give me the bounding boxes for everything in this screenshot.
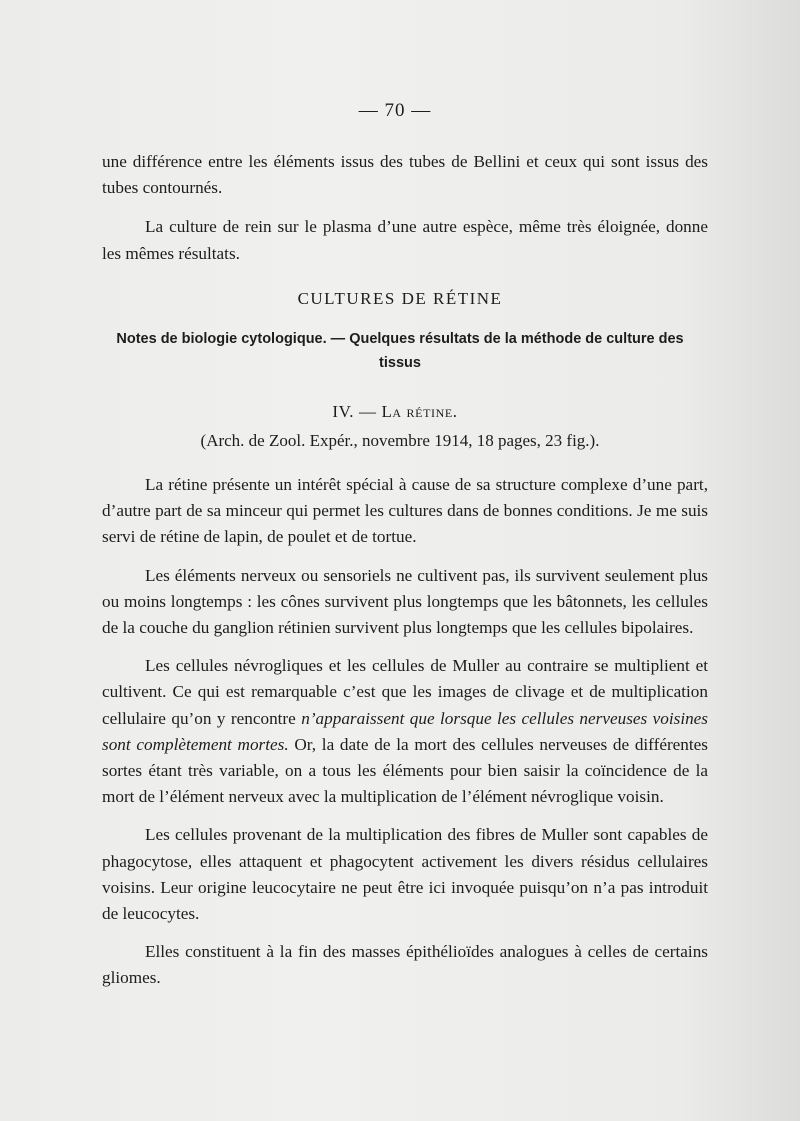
intro-paragraph-1: une différence entre les éléments issus des tubes de Bellini et ceux qui sont issus des tubes contournés.: [102, 152, 708, 198]
intro-section: [102, 149, 708, 267]
intro-paragraph-2: La culture de rein sur le plasma d’une autre espèce, même très éloignée, donne les mêmes résultats.: [102, 217, 708, 263]
bibliographic-reference: (Arch. de Zool. Expér., novembre 1914, 18 pages, 23 fig.).: [200, 431, 600, 450]
body-paragraph-3: [102, 653, 708, 810]
body-paragraph-1: La rétine présente un intérêt spécial à cause de sa structure complexe d’une part, d’autre part de sa minceur qui permet les cultures dans de bonnes conditions. Je me suis servi de rétine de lapin, de poulet et de tortue.: [102, 475, 708, 547]
notes-title: Notes de biologie cytologique. — Quelques résultats de la méthode de culture des tissus: [116, 331, 684, 371]
section-heading: CULTURES DE RÉTINE: [297, 289, 503, 308]
body-paragraph-4: Les cellules provenant de la multiplication des fibres de Muller sont capables de phagocytose, elles attaquent et phagocytent activement les divers résidus cellulaires voisins. Leur origine leucocytaire ne peut être ici invoquée puisqu’on n’a pas introduit de leucocytes.: [102, 825, 708, 924]
body-paragraph-2: Les éléments nerveux ou sensoriels ne cultivent pas, ils survivent seulement plus ou moins longtemps : les cônes survivent plus longtemps que les bâtonnets, les cellules de la couche du ganglion rétinien survivent plus longtemps que les cellules bipolaires.: [102, 565, 708, 638]
part-label: IV. — La rétine.: [332, 402, 458, 421]
body-section: [102, 472, 708, 992]
page-number: — 70 —: [358, 100, 432, 121]
paragraph-3-start: Les cellules névrogliques et les cellules de Muller au contraire se multiplient et cultivent. Ce qui est remarquable c’est que les images de clivage et de multiplication cellulaire qu’on y rencontre: [102, 656, 708, 728]
paragraph-3-end: Or, la date de la mort des cellules nerveuses de différentes sortes étant très variable, on a tous les éléments pour bien saisir la coïncidence de la mort de l’élément nerveux avec la multiplication de l’élément névroglique voisin.: [102, 734, 708, 807]
body-paragraph-5: Elles constituent à la fin des masses épithélioïdes analogues à celles de certains gliomes.: [102, 942, 708, 988]
paragraph-3-italic: n’apparaissent que lorsque les cellules nerveuses voisines sont complètement mortes.: [102, 708, 708, 754]
